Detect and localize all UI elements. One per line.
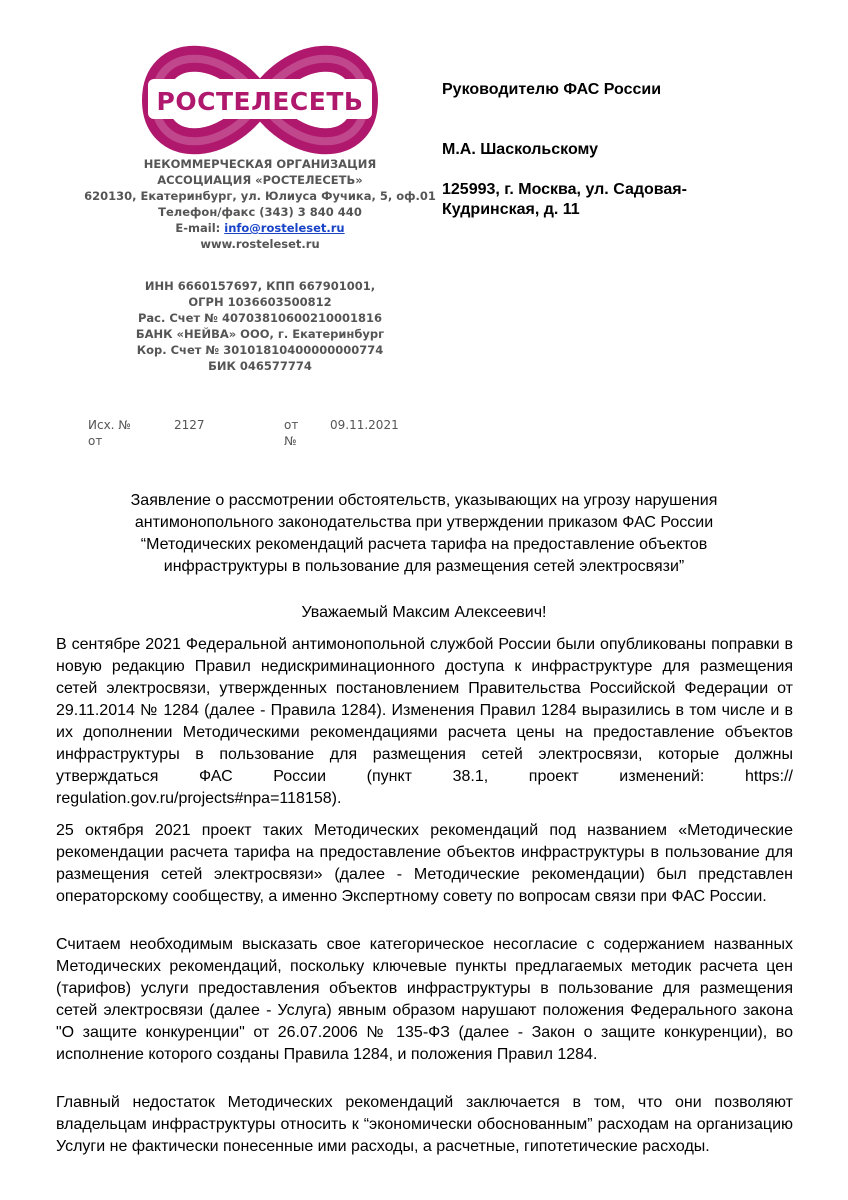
org-line: Телефон/факс (343) 3 840 440 [158, 205, 362, 219]
org-line: АССОЦИАЦИЯ «РОСТЕЛЕСЕТЬ» [157, 173, 363, 187]
bank-line: БАНК «НЕЙВА» ООО, г. Екатеринбург [135, 327, 385, 341]
out-label-1b: от [88, 434, 103, 448]
addressee-position: Руководителю ФАС России [442, 81, 662, 98]
org-line: 620130, Екатеринбург, ул. Юлиуса Фучика, 5, оф.01 [84, 189, 436, 203]
title-line: Заявление о рассмотрении обстоятельств, указывающих на угрозу нарушения [130, 492, 718, 509]
paragraph-4: Главный недостаток Методических рекомендаций заключается в том, что они позволяют владельцам инфраструктуры относить к “экономически обоснованным” расходам на организацию Услуги не фактически понесенные ими расходы, а расчетные, гипотетические расходы. [56, 1094, 793, 1155]
bank-line: Кор. Счет № 30101810400000000774 [136, 343, 384, 357]
email-line [60, 220, 460, 236]
bank-line: Рас. Счет № 40703810600210001816 [137, 311, 383, 325]
out-date: 09.11.2021 [330, 418, 399, 432]
bank-line: БИК 046577774 [208, 359, 312, 373]
title-line: “Методических рекомендаций расчета тарифа на предоставление объектов [140, 536, 708, 553]
paragraph-3: Считаем необходимым высказать свое категорическое несогласие с содержанием названных Методических рекомендаций, поскольку ключевые пункты предлагаемых методик расчета цен (тарифов) услуги предоставления объектов инфраструктуры в пользование для размещения сетей электросвязи (далее - Услуга) явным образом нарушают положения Федерального закона "О защите конкуренции" от 26.07.2006 № 135-ФЗ (далее - Закон о защите конкуренции), во исполнение которого созданы Правила 1284, и положения Правил 1284. [56, 936, 793, 1063]
document-title [60, 490, 788, 578]
org-contacts [60, 156, 460, 252]
out-label-2: от [284, 418, 299, 432]
website: www.rosteleset.ru [200, 237, 320, 251]
title-line: инфраструктуры в пользование для размещения сетей электросвязи” [163, 558, 685, 575]
out-label-2b: № [284, 434, 297, 448]
org-bank-details [60, 278, 460, 374]
bank-line: ИНН 6660157697, КПП 667901001, [144, 279, 376, 293]
out-label-1: Исх. № [88, 418, 131, 432]
logo-text: РОСТЕЛЕСЕТЬ [156, 87, 364, 116]
addressee-address-1: 125993, г. Москва, ул. Садовая- [442, 181, 687, 198]
bank-line: ОГРН 1036603500812 [188, 295, 332, 309]
email-label: E-mail: [175, 221, 225, 235]
title-line: антимонопольного законодательства при утверждении приказом ФАС России [134, 514, 714, 531]
greeting: Уважаемый Максим Алексеевич! [301, 604, 547, 621]
addressee-name: М.А. Шаскольскому [442, 141, 599, 158]
paragraph-1: В сентябре 2021 Федеральной антимонопольной службой России были опубликованы поправки в новую редакцию Правил недискриминационного доступа к инфраструктуре для размещения сетей электросвязи, утвержденных постановлением Правительства Российской Федерации от 29.11.2014 № 1284 (далее - Правила 1284). Изменения Правил 1284 выразились в том числе и в их дополнении Методическими рекомендациями расчета цены на предоставление объектов инфраструктуры в пользование для размещения сетей электросвязи, которые должны утверждаться ФАС России (пункт 38.1, проект изменений: https:// regulation.gov.ru/projects#npa=118158). [56, 636, 793, 807]
logo [130, 35, 390, 165]
addressee-address-2: Кудринская, д. 11 [442, 201, 580, 218]
org-line: НЕКОММЕРЧЕСКАЯ ОРГАНИЗАЦИЯ [143, 157, 377, 171]
out-number: 2127 [174, 418, 205, 432]
paragraph-2: 25 октября 2021 проект таких Методических рекомендаций под названием «Методические рекомендации расчета тарифа на предоставление объектов инфраструктуры в пользование для размещения сетей электросвязи» (далее - Методические рекомендации) был представлен операторскому сообществу, а именно Экспертному совету по вопросам связи при ФАС России. [56, 822, 793, 905]
email-link[interactable]: info@rosteleset.ru [224, 221, 345, 235]
